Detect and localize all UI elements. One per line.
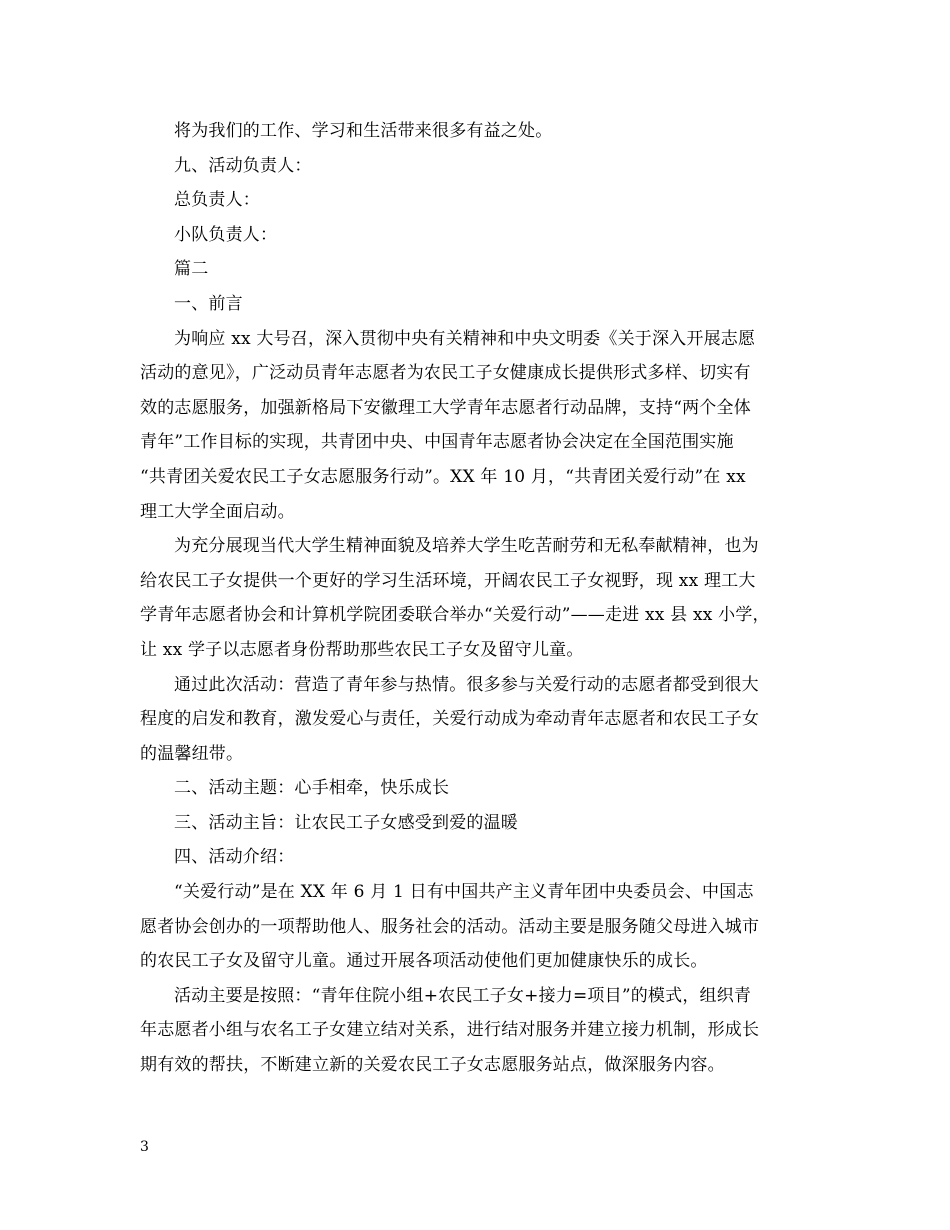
text-line: 的温馨纽带。: [140, 743, 244, 764]
text-line: 学青年志愿者协会和计算机学院团委联合举办“关爱行动”——走进 xx 县 xx 小学，: [140, 605, 770, 626]
text-line: 程度的启发和教育，激发爱心与责任，关爱行动成为牵动青年志愿者和农民工子女: [140, 709, 760, 730]
text-line: 通过此次活动：营造了青年参与热情。很多参与关爱行动的志愿者都受到很大: [174, 674, 759, 695]
text-line: 一、前言: [174, 293, 243, 314]
text-line: 九、活动负责人：: [174, 155, 312, 176]
text-line: 活动的意见》，广泛动员青年志愿者为农民工子女健康成长提供形式多样、切实有: [140, 363, 751, 384]
page-number: 3: [140, 1139, 149, 1155]
text-line: 小队负责人：: [174, 224, 278, 245]
text-line: 给农民工子女提供一个更好的学习生活环境，开阔农民工子女视野，现 xx 理工大: [140, 570, 756, 591]
text-line: 二、活动主题：心手相牵，快乐成长: [174, 778, 450, 799]
text-line: 愿者协会创办的一项帮助他人、服务社会的活动。活动主要是服务随父母进入城市: [140, 916, 760, 937]
text-line: 将为我们的工作、学习和生活带来很多有益之处。: [174, 121, 553, 141]
text-line: 为响应 xx 大号召，深入贯彻中央有关精神和中央文明委《关于深入开展志愿: [174, 328, 756, 349]
text-line: 四、活动介绍：: [174, 847, 295, 868]
text-line: 效的志愿服务，加强新格局下安徽理工大学青年志愿者行动品牌，支持“两个全体: [140, 397, 751, 418]
text-line: 青年”工作目标的实现，共青团中央、中国青年志愿者协会决定在全国范围实施: [140, 432, 734, 453]
body-text: [140, 114, 816, 1083]
text-line: 活动主要是按照：“青年住院小组+农民工子女+接力=项目”的模式，组织青: [174, 985, 752, 1006]
text-line: 理工大学全面启动。: [140, 501, 295, 522]
text-line: “关爱行动”是在 XX 年 6 月 1 日有中国共产主义青年团中央委员会、中国志: [174, 882, 754, 903]
text-line: 的农民工子女及留守儿童。通过开展各项活动使他们更加健康快乐的成长。: [140, 951, 708, 972]
text-line: 总负责人：: [174, 190, 260, 211]
text-line: “共青团关爱农民工子女志愿服务行动”。XX 年 10 月，“共青团关爱行动”在 xx: [140, 466, 746, 487]
text-line: 篇二: [174, 259, 209, 280]
text-line: 期有效的帮扶，不断建立新的关爱农民工子女志愿服务站点，做深服务内容。: [140, 1055, 725, 1076]
text-line: 年志愿者小组与农名工子女建立结对关系，进行结对服务并建立接力机制，形成长: [140, 1020, 760, 1041]
text-line: 三、活动主旨：让农民工子女感受到爱的温暖: [174, 812, 518, 833]
text-line: 让 xx 学子以志愿者身份帮助那些农民工子女及留守儿童。: [140, 639, 584, 660]
text-line: 为充分展现当代大学生精神面貌及培养大学生吃苦耐劳和无私奉献精神，也为: [174, 536, 759, 557]
